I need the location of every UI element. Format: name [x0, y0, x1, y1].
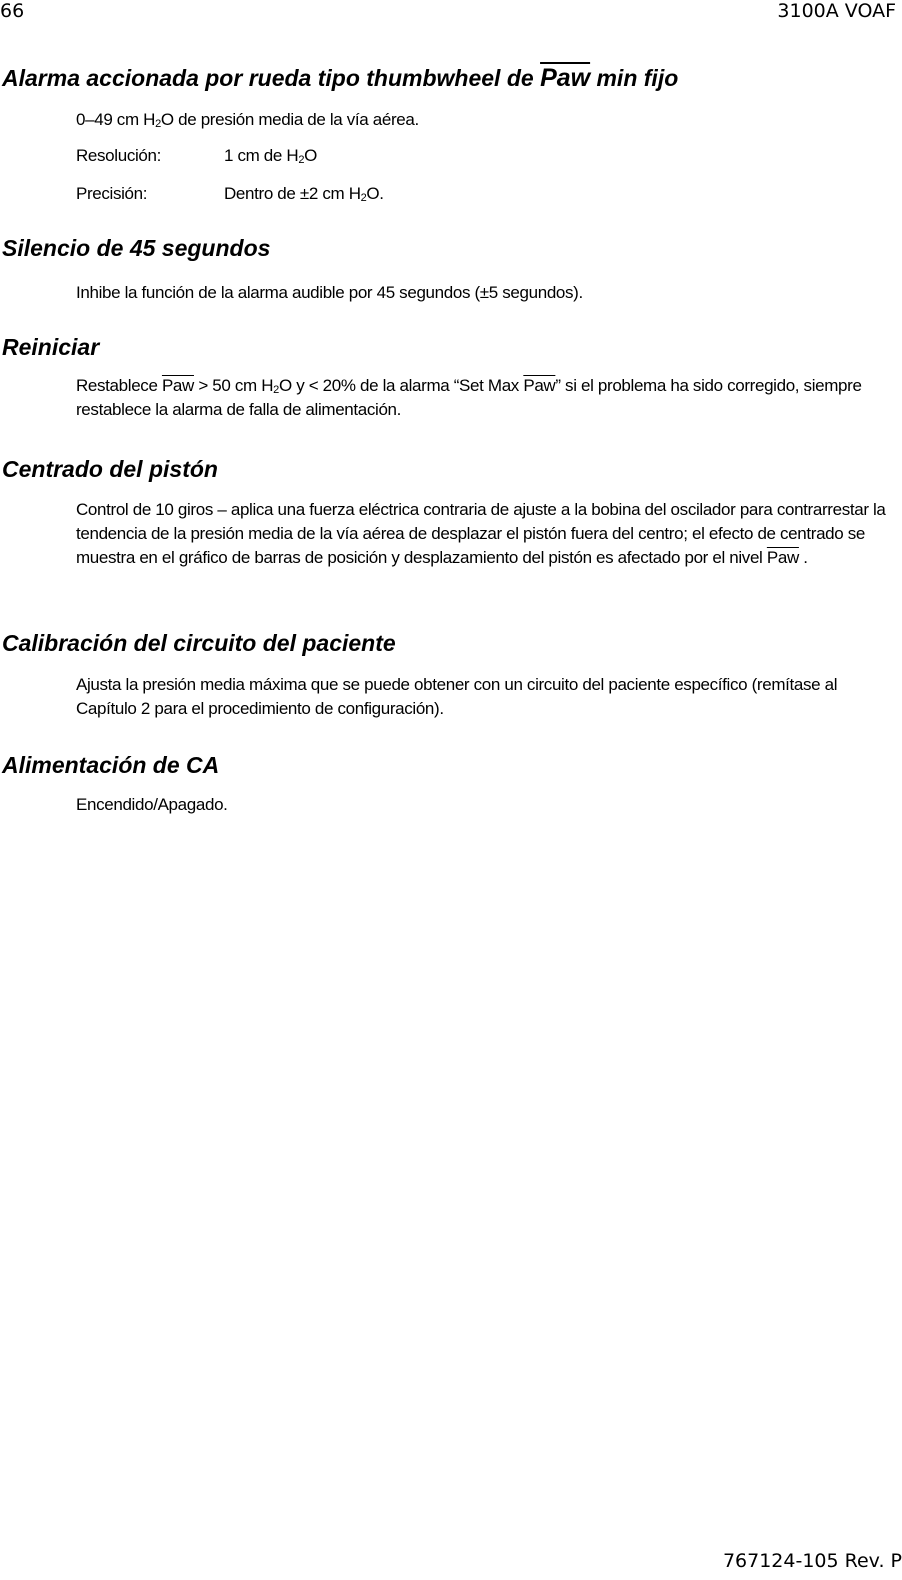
heading-silence: Silencio de 45 segundos	[2, 235, 271, 261]
page-number: 66	[0, 0, 25, 22]
reset-text: Restablece $\overline{Paw} > 50$ cm $H_2O$ y < 20% de la alarma “Set Max $\overline{Paw}$” si el problema ha sido corregido, siempre restablece la alarma de falla de alimentación.	[76, 376, 862, 419]
page-header	[0, 0, 902, 30]
h2o-unit: $H_2O$	[261, 376, 292, 396]
alarm-range: 0–49 cm $H_2O$ de presión media de la vía aérea.	[76, 110, 419, 130]
h2o-unit: $H_2O$	[348, 184, 380, 204]
alarm-precision: Precisión: Dentro de ±2 cm $H_2O$.	[76, 184, 384, 204]
heading-alarm-suffix: min fijo	[596, 65, 679, 91]
silence-text: Inhibe la función de la alarma audible por 45 segundos (±5 segundos).	[76, 283, 583, 302]
heading-centering: Centrado del pistón	[2, 456, 218, 482]
paw-symbol: $\overline{Paw}$	[523, 376, 556, 395]
resolution-value: 1 cm de	[224, 146, 283, 165]
paw-symbol: $\overline{Paw}$	[161, 376, 194, 395]
paw-symbol: Paw	[540, 64, 591, 92]
heading-power: Alimentación de CA	[2, 752, 220, 778]
paw-symbol: $\overline{Paw}$	[766, 548, 799, 567]
heading-alarm-text: Alarma accionada por rueda tipo thumbwheel de	[2, 65, 534, 91]
page-footer: 767124-105 Rev. P	[722, 1550, 902, 1572]
alarm-resolution	[76, 144, 317, 168]
heading-alarm	[2, 64, 678, 92]
power-text: Encendido/Apagado.	[76, 795, 228, 814]
heading-reset: Reiniciar	[2, 334, 100, 360]
heading-calibration: Calibración del circuito del paciente	[2, 630, 396, 656]
resolution-label: Resolución:	[76, 146, 161, 165]
centering-text: Control de 10 giros – aplica una fuerza eléctrica contraria de ajuste a la bobina del oscilador para contrarrestar la tendencia de la presión media de la vía aérea de desplazar el pistón fuera del centro; el efecto de centrado se muestra en el gráfico de barras de posición y desplazamiento del pistón es afectado por el nivel $\overline{Paw}$ .	[76, 500, 886, 567]
calibration-text: Ajusta la presión media máxima que se puede obtener con un circuito del paciente específico (remítase al Capítulo 2 para el procedimiento de configuración).	[76, 675, 838, 718]
precision-label: Precisión:	[76, 184, 148, 203]
precision-value: Dentro de ±2 cm	[224, 184, 345, 203]
document-title: 3100A VOAF	[777, 0, 896, 22]
h2o-unit: $H_2O$	[286, 146, 317, 166]
h2o-unit: $H_2O$	[143, 110, 174, 130]
